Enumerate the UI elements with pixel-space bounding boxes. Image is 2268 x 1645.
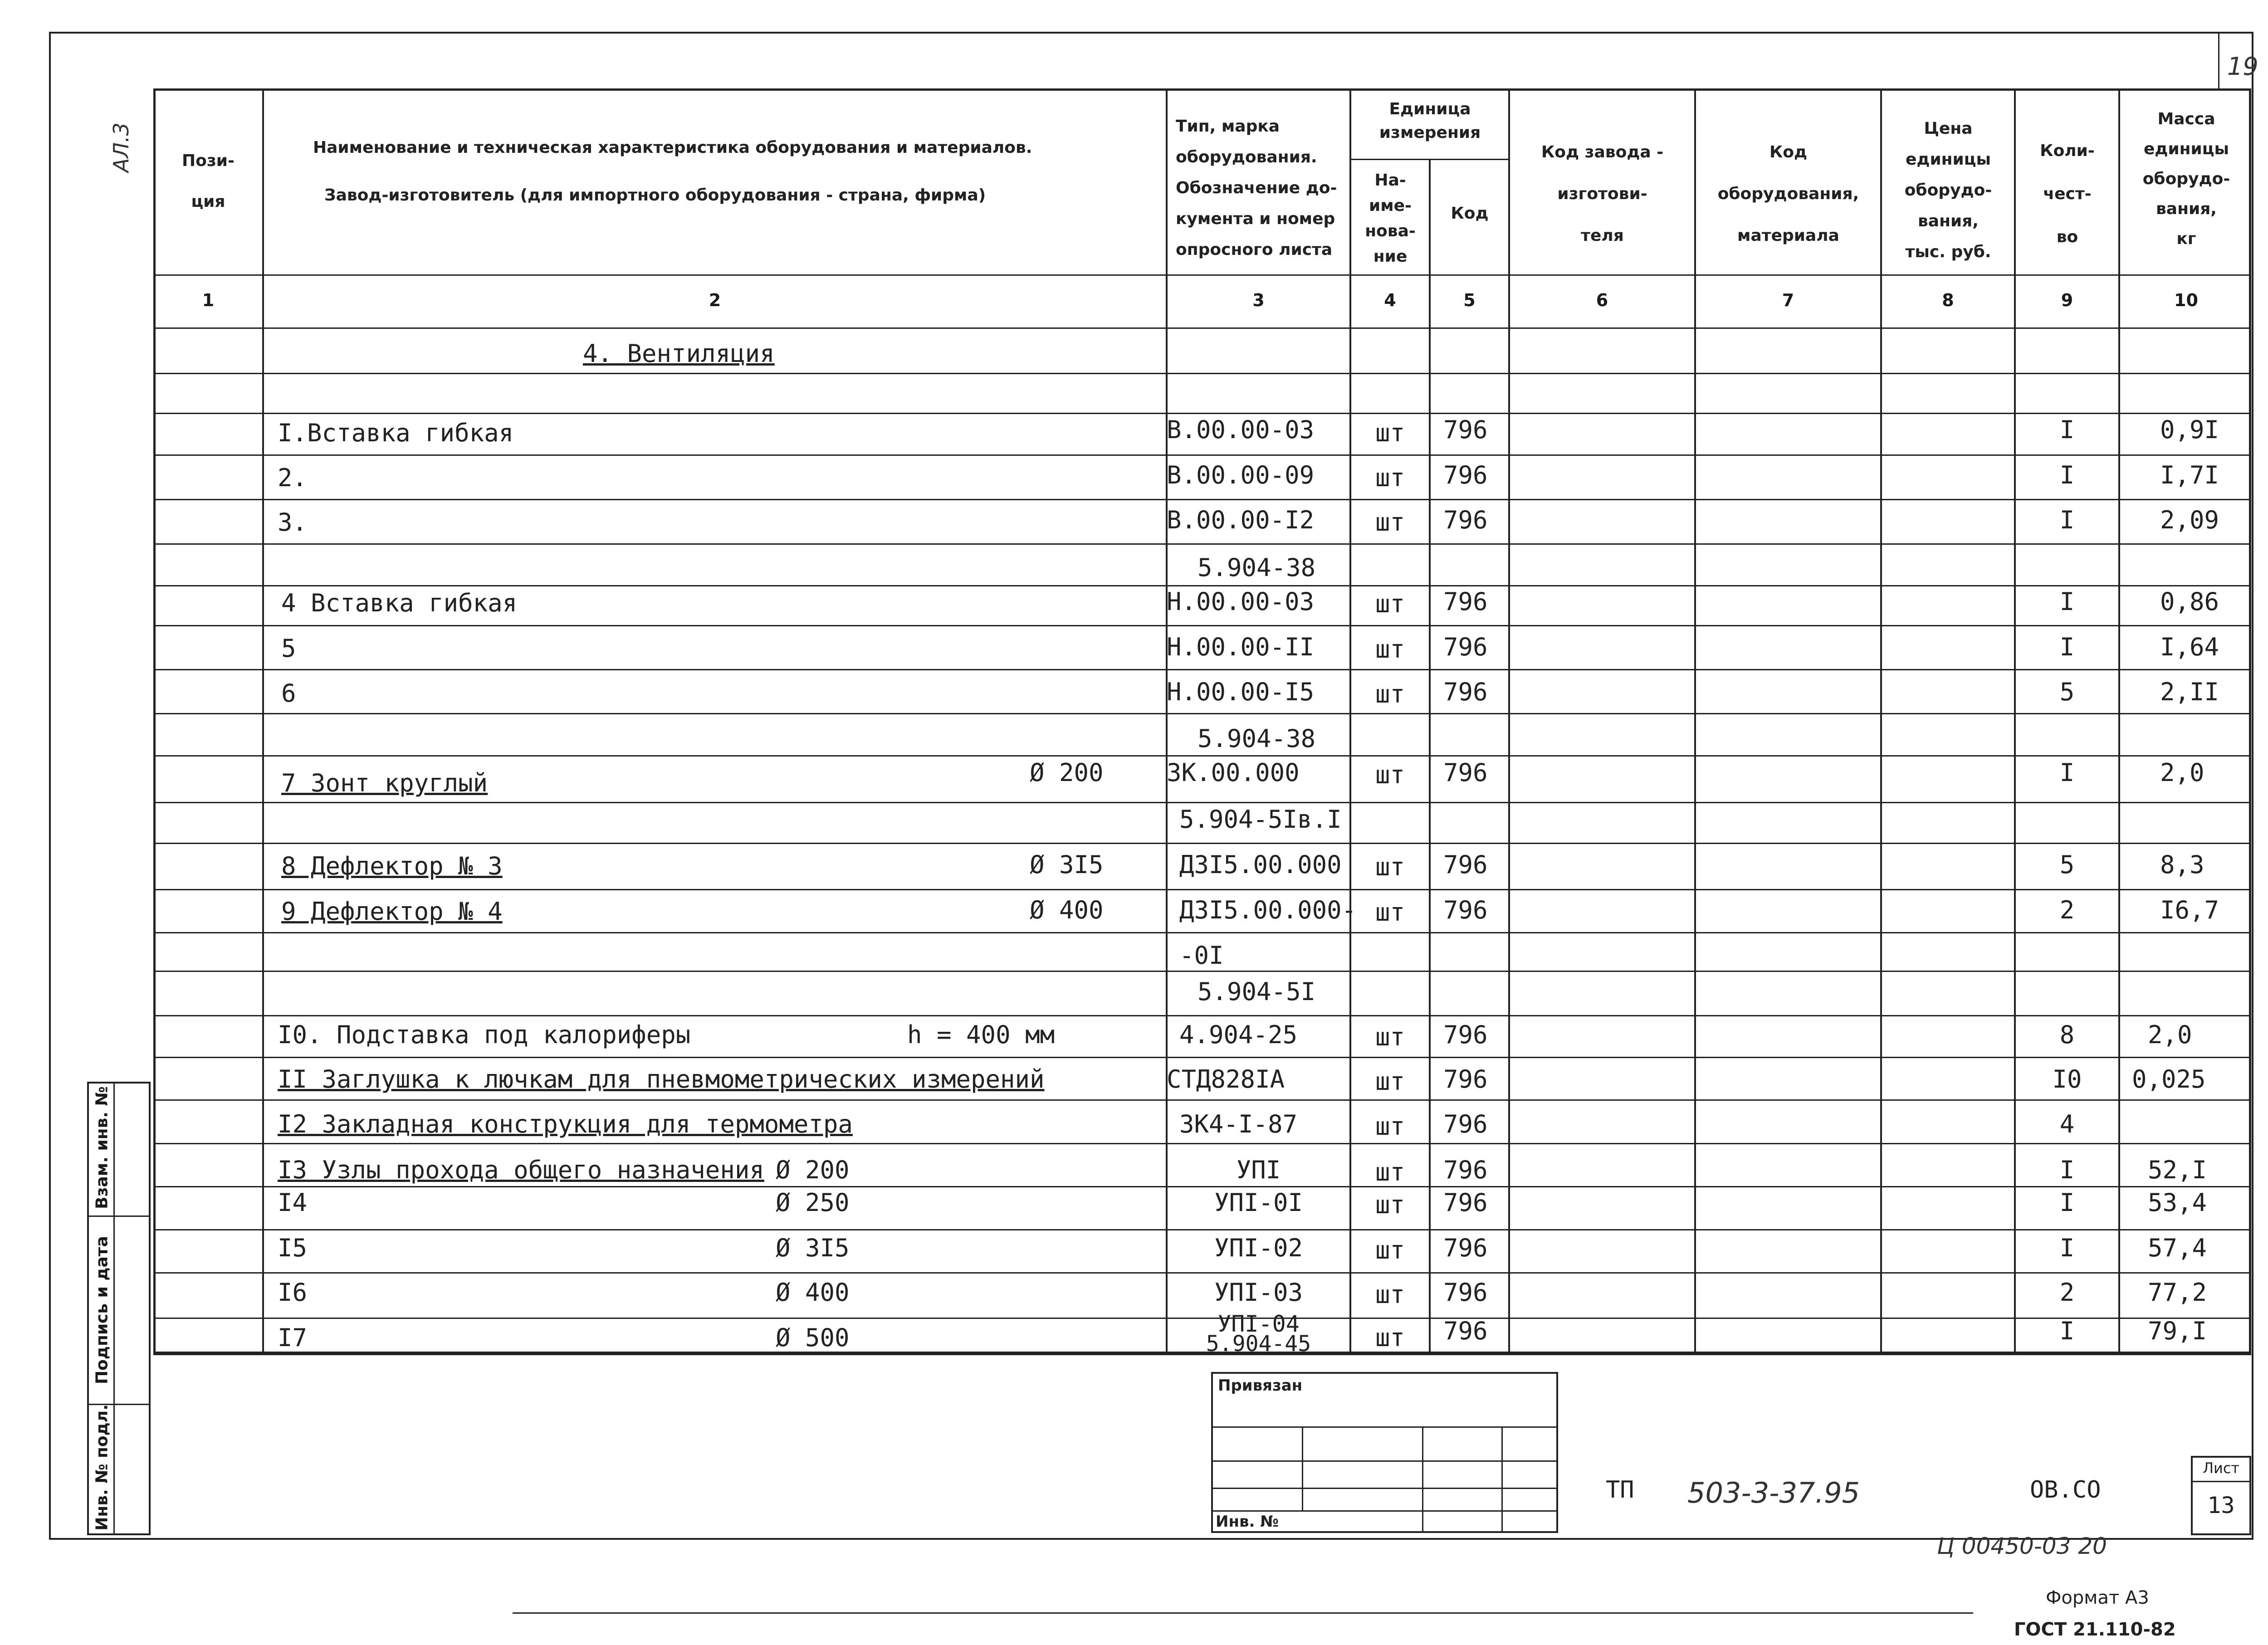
header-pos [154, 141, 262, 222]
row-code: 796 [1443, 1317, 1488, 1345]
header-bottom-line [153, 274, 2251, 276]
gost-label: ГОСТ 21.110-82 [2014, 1619, 2176, 1640]
row-type: Д3I5.00.000- [1179, 896, 1357, 924]
row-line [153, 625, 2251, 626]
header-price-l5: тыс. руб. [1905, 243, 1991, 261]
colnum-8: 8 [1942, 290, 1954, 310]
row-line [153, 843, 2251, 844]
row-line [153, 585, 2251, 586]
row-mass: I,64 [2160, 633, 2219, 661]
row-name: I6 [278, 1278, 308, 1307]
header-equip-code-l2: оборудования, [1717, 185, 1859, 203]
header-plant-l3: теля [1581, 226, 1624, 245]
row-unit: шт [1375, 1236, 1405, 1264]
header-qty [2016, 129, 2118, 259]
row-code: 796 [1443, 461, 1488, 489]
header-pos-l1: Пози- [182, 151, 235, 170]
row-qty: I [2059, 1156, 2075, 1184]
header-unit-name-l3: нова- [1365, 222, 1416, 240]
colnum-1: 1 [202, 290, 215, 310]
row-line [153, 1057, 2251, 1058]
colnum-2: 2 [709, 290, 721, 310]
row-type: В.00.00-03 [1167, 415, 1315, 444]
row-qty: 4 [2059, 1110, 2075, 1138]
side-mark: АЛ.3 [109, 122, 133, 172]
row-unit: шт [1375, 1323, 1405, 1352]
row-type: УПI [1236, 1156, 1281, 1184]
row-line [153, 755, 2251, 757]
row-line [153, 373, 2251, 374]
row-type: 5.904-5Iв.I [1179, 805, 1342, 834]
header-plant-l2: изготови- [1557, 185, 1647, 203]
row-code: 796 [1443, 415, 1488, 444]
row-name: I4 [278, 1188, 308, 1217]
row-name: I5 [278, 1234, 308, 1262]
header-type-l2: оборудования. [1176, 148, 1317, 166]
privyazan-line [1211, 1488, 1558, 1489]
row-mass: 57,4 [2148, 1234, 2207, 1262]
row-mass: 0,9I [2160, 415, 2219, 444]
row-line [153, 889, 2251, 890]
row-mass: 77,2 [2148, 1278, 2207, 1307]
row-dia: Ø 500 [776, 1323, 850, 1352]
header-type [1176, 111, 1348, 265]
row-type: -0I [1179, 941, 1224, 970]
header-unit-group-l1: Единица [1389, 100, 1471, 118]
header-type-l4: кумента и номер [1176, 210, 1335, 228]
privyazan-line [1211, 1460, 1558, 1462]
row-type: Н.00.00-03 [1167, 587, 1315, 616]
row-qty: I [2059, 461, 2075, 489]
colnum-4: 4 [1384, 290, 1396, 310]
row-dia: Ø 400 [1030, 896, 1104, 924]
row-unit: шт [1375, 761, 1405, 789]
left-strip-vzam: Взам. инв. № [93, 1086, 112, 1209]
header-unit-code: Код [1451, 204, 1489, 223]
left-strip-inner [113, 1082, 115, 1535]
footer-line [513, 1612, 1973, 1614]
row-line [153, 1229, 2251, 1230]
row-mass: 53,4 [2148, 1188, 2207, 1217]
header-unit-name-l1: На- [1374, 171, 1406, 190]
stamp-tp: ТП [1606, 1476, 1634, 1503]
row-line [153, 802, 2251, 803]
row-qty: I [2059, 758, 2075, 787]
row-type: УПI-04 [1217, 1311, 1300, 1337]
col-line-1 [262, 88, 264, 1354]
row-mass: 0,025 [2132, 1065, 2206, 1093]
row-unit: шт [1375, 898, 1405, 927]
row-dia: Ø 400 [776, 1278, 850, 1307]
row-code: 796 [1443, 1156, 1488, 1184]
header-unit-group [1352, 98, 1508, 145]
row-name: 8 Дефлектор № 3 [281, 852, 503, 880]
row-dia: Ø 3I5 [776, 1234, 850, 1262]
row-mass: 2,II [2160, 678, 2219, 706]
header-name-l1: Наименование и техническая характеристика оборудования и материалов. [313, 138, 1032, 157]
row-type: ЗК.00.000 [1167, 758, 1300, 787]
privyazan-label: Привязан [1218, 1377, 1303, 1395]
privyazan-line [1211, 1510, 1558, 1512]
header-equip-code [1696, 132, 1880, 257]
row-dia: Ø 3I5 [1030, 850, 1104, 879]
colnum-7: 7 [1782, 290, 1794, 310]
row-qty: I [2059, 633, 2075, 661]
header-mass-l4: вания, [2156, 200, 2217, 218]
row-line [153, 499, 2251, 500]
format-label: Формат А3 [2046, 1587, 2149, 1608]
row-unit: шт [1375, 419, 1405, 447]
header-mass-l3: оборудо- [2142, 170, 2230, 188]
row-type: 5.904-38 [1198, 553, 1316, 582]
row-qty: 2 [2059, 1278, 2075, 1307]
row-type: УПI-02 [1214, 1234, 1303, 1262]
row-type: УПI-0I [1214, 1188, 1303, 1217]
privyazan-vline [1501, 1426, 1503, 1533]
header-qty-l3: во [2056, 228, 2078, 246]
colnum-6: 6 [1596, 290, 1608, 310]
colnum-9: 9 [2061, 290, 2073, 310]
row-mass: 8,3 [2160, 850, 2204, 879]
header-plant-l1: Код завода - [1541, 143, 1664, 161]
row-qty: I [2059, 415, 2075, 444]
row-qty: 5 [2059, 678, 2075, 706]
page-number-divider [2218, 32, 2219, 88]
row-unit: шт [1375, 1023, 1405, 1051]
left-strip-line [87, 1215, 151, 1217]
row-code: 796 [1443, 1110, 1488, 1138]
row-dia: h = 400 мм [907, 1020, 1055, 1049]
row-line [153, 971, 2251, 972]
col-line-5 [1508, 88, 1510, 1354]
privyazan-block [1211, 1372, 1558, 1533]
header-name-l2: Завод-изготовитель (для импортного оборудования - страна, фирма) [324, 186, 986, 205]
row-line [153, 1015, 2251, 1016]
header-price-l4: вания, [1918, 212, 1979, 230]
row-qty: 5 [2059, 850, 2075, 879]
row-code: 796 [1443, 1278, 1488, 1307]
row-mass: I,7I [2160, 461, 2219, 489]
colnum-bottom-line [153, 327, 2251, 329]
row-unit: шт [1375, 853, 1405, 881]
header-mass [2121, 104, 2252, 254]
row-code: 796 [1443, 1020, 1488, 1049]
row-line [153, 669, 2251, 670]
sheet-number: 13 [2207, 1492, 2235, 1518]
row-unit: шт [1375, 464, 1405, 492]
row-qty: I [2059, 1188, 2075, 1217]
header-mass-l2: единицы [2143, 140, 2229, 158]
inv-label: Инв. № [1216, 1513, 1279, 1531]
page-number: 19 [2227, 52, 2258, 81]
header-mass-l1: Масса [2157, 110, 2215, 128]
privyazan-vline [1422, 1426, 1423, 1533]
row-name: 4 Вставка гибкая [281, 589, 518, 617]
row-unit: шт [1375, 1112, 1405, 1141]
row-unit: шт [1375, 1280, 1405, 1309]
header-qty-l1: Коли- [2040, 142, 2095, 160]
row-mass: 2,09 [2160, 506, 2219, 534]
row-code: 796 [1443, 850, 1488, 879]
row-qty: I0 [2052, 1065, 2082, 1093]
colnum-10: 10 [2174, 290, 2198, 310]
row-name: I.Вставка гибкая [278, 419, 514, 447]
row-type: Н.00.00-I5 [1167, 678, 1315, 706]
row-type: 5.904-38 [1198, 724, 1316, 753]
row-mass: 0,86 [2160, 587, 2219, 616]
header-qty-l2: чест- [2043, 185, 2092, 203]
header-equip-code-l3: материала [1737, 226, 1839, 245]
row-type: В.00.00-I2 [1167, 506, 1315, 534]
row-type-extra: 5.904-45 [1206, 1331, 1311, 1357]
row-name: I7 [278, 1323, 308, 1352]
row-code: 796 [1443, 1234, 1488, 1262]
row-line [153, 932, 2251, 933]
header-type-l1: Тип, марка [1176, 117, 1280, 136]
row-type: СТД828IА [1167, 1065, 1285, 1093]
row-dia: Ø 200 [1030, 758, 1104, 787]
row-line [153, 1143, 2251, 1144]
colnum-5: 5 [1463, 290, 1476, 310]
header-equip-code-l1: Код [1769, 143, 1808, 161]
row-line [153, 454, 2251, 456]
row-name: II Заглушка к лючкам для пневмометрических измерений [278, 1065, 1045, 1093]
row-unit: шт [1375, 680, 1405, 708]
row-name: 3. [278, 508, 308, 537]
row-type: 5.904-5I [1198, 977, 1316, 1006]
header-plant [1510, 132, 1694, 257]
row-type: В.00.00-09 [1167, 461, 1315, 489]
row-qty: I [2059, 1317, 2075, 1345]
row-dia: Ø 200 [776, 1156, 850, 1184]
row-qty: I [2059, 1234, 2075, 1262]
colnum-3: 3 [1252, 290, 1265, 310]
row-mass: 2,0 [2160, 758, 2204, 787]
row-qty: 8 [2059, 1020, 2075, 1049]
header-type-l5: опросного листа [1176, 240, 1333, 259]
col-line-6 [1694, 88, 1696, 1354]
row-qty: 2 [2059, 896, 2075, 924]
header-unit-name [1352, 168, 1429, 269]
header-price-l1: Цена [1924, 119, 1973, 138]
row-code: 796 [1443, 1188, 1488, 1217]
row-type: Д3I5.00.000 [1179, 850, 1342, 879]
row-name: 9 Дефлектор № 4 [281, 897, 503, 926]
col-line-9 [2118, 88, 2120, 1354]
header-type-l3: Обозначение до- [1176, 179, 1337, 197]
header-unit-group-l2: измерения [1379, 123, 1481, 142]
row-code: 796 [1443, 633, 1488, 661]
row-line [153, 1272, 2251, 1274]
header-unit-name-l4: ние [1373, 247, 1408, 266]
header-price-l2: единицы [1905, 150, 1991, 169]
row-line [153, 413, 2251, 414]
row-name: 2. [278, 464, 308, 492]
row-unit: шт [1375, 508, 1405, 537]
row-code: 796 [1443, 506, 1488, 534]
row-unit: шт [1375, 590, 1405, 618]
header-price-l3: оборудо- [1904, 181, 1992, 200]
privyazan-line [1211, 1426, 1558, 1428]
row-qty: I [2059, 587, 2075, 616]
row-unit: шт [1375, 1191, 1405, 1219]
section-title: 4. Вентиляция [583, 339, 775, 368]
row-unit: шт [1375, 635, 1405, 664]
row-mass: I6,7 [2160, 896, 2219, 924]
privyazan-vline [1302, 1426, 1303, 1510]
header-unit-name-l2: име- [1369, 196, 1412, 215]
row-code: 796 [1443, 678, 1488, 706]
row-code: 796 [1443, 587, 1488, 616]
row-line [153, 1099, 2251, 1101]
row-line [153, 543, 2251, 545]
row-name: I3 Узлы прохода общего назначения [278, 1156, 764, 1184]
row-mass: 79,I [2148, 1317, 2207, 1345]
row-unit: шт [1375, 1067, 1405, 1096]
row-name: I0. Подставка под калориферы [278, 1020, 691, 1049]
row-type: Н.00.00-II [1167, 633, 1315, 661]
left-strip-inv-podl: Инв. № подл. [93, 1404, 112, 1531]
row-name: I2 Закладная конструкция для термометра [278, 1110, 853, 1138]
row-code: 796 [1443, 896, 1488, 924]
header-pos-l2: ция [191, 192, 225, 211]
row-line [153, 1186, 2251, 1187]
row-qty: I [2059, 506, 2075, 534]
row-dia: Ø 250 [776, 1188, 850, 1217]
row-unit: шт [1375, 1158, 1405, 1186]
row-type: УПI-03 [1214, 1278, 1303, 1307]
sheet-label: Лист [2202, 1460, 2240, 1477]
stamp-doc-number: 503-3-37.95 [1687, 1476, 1860, 1509]
stamp-mark: ОВ.СО [2030, 1476, 2101, 1503]
row-code: 796 [1443, 1065, 1488, 1093]
row-name: 6 [281, 679, 296, 708]
row-name: 7 Зонт круглый [281, 769, 488, 797]
row-name: 5 [281, 634, 296, 663]
header-price [1882, 113, 2014, 268]
row-type: ЗК4-I-87 [1179, 1110, 1298, 1138]
row-mass: 52,I [2148, 1156, 2207, 1184]
header-mass-l5: кг [2176, 229, 2196, 248]
sheet-box-line [2191, 1481, 2251, 1482]
row-mass: 2,0 [2148, 1020, 2192, 1049]
left-strip-sign-date: Подпись и дата [93, 1236, 112, 1384]
row-type: 4.904-25 [1179, 1020, 1298, 1049]
col-line-7 [1880, 88, 1882, 1354]
archive-number: Ц 00450-03 20 [1937, 1533, 2107, 1559]
row-code: 796 [1443, 758, 1488, 787]
row-line [153, 713, 2251, 714]
